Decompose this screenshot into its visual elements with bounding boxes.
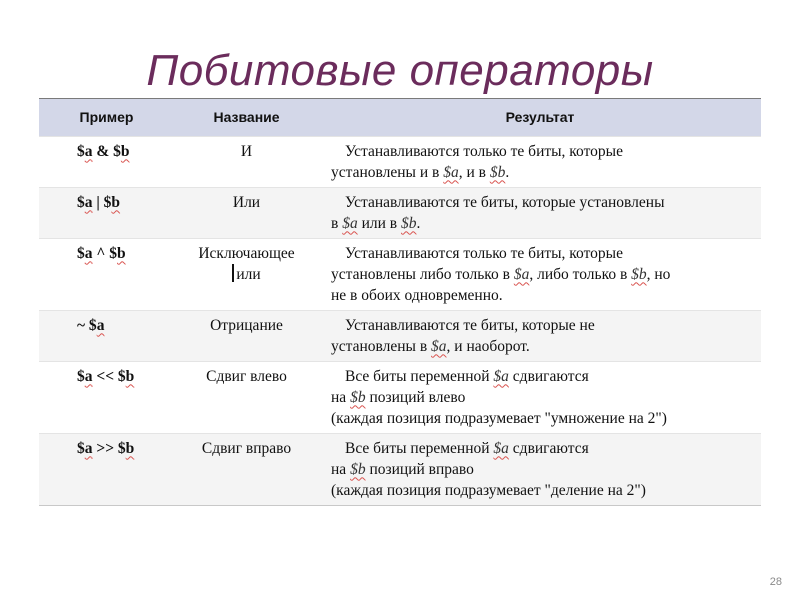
name-line: Исключающее <box>198 244 295 262</box>
name-line: или <box>236 265 261 283</box>
name-cell: Сдвиг влево <box>174 361 319 433</box>
name-cell <box>174 238 319 310</box>
result-cell <box>319 310 761 361</box>
result-line: Устанавливаются только те биты, которые <box>345 142 623 160</box>
result-line: на $b позиций влево <box>331 388 466 406</box>
result-cell <box>319 136 761 187</box>
result-line: в $a или в $b. <box>331 214 421 232</box>
result-line: установлены либо только в $a, либо только в $b, но <box>331 265 671 283</box>
name-cell: И <box>174 136 319 187</box>
name-line-with-cursor <box>180 264 313 285</box>
result-line: установлены и в $a, и в $b. <box>331 163 510 181</box>
result-cell <box>319 361 761 433</box>
name-cell: Отрицание <box>174 310 319 361</box>
example-cell: ~ $a <box>39 310 174 361</box>
result-line: Все биты переменной $a сдвигаются <box>345 367 589 385</box>
result-line: установлены в $a, и наоборот. <box>331 337 530 355</box>
example-cell: $a & $b <box>39 136 174 187</box>
result-line: Устанавливаются только те биты, которые <box>345 244 623 262</box>
table-row <box>39 433 761 505</box>
result-line: Все биты переменной $a сдвигаются <box>345 439 589 457</box>
column-header-name: Название <box>213 109 280 126</box>
example-cell: $a << $b <box>39 361 174 433</box>
table-row <box>39 361 761 433</box>
result-line: (каждая позиция подразумевает "деление на 2") <box>331 481 646 499</box>
slide-title: Побитовые операторы <box>146 46 654 95</box>
example-cell: $a | $b <box>39 187 174 238</box>
result-line: на $b позиций вправо <box>331 460 474 478</box>
name-cell: Или <box>174 187 319 238</box>
result-cell <box>319 238 761 310</box>
example-cell: $a >> $b <box>39 433 174 505</box>
example-cell: $a ^ $b <box>39 238 174 310</box>
text-cursor <box>232 264 234 282</box>
table-row <box>39 238 761 310</box>
table-row <box>39 310 761 361</box>
result-cell <box>319 433 761 505</box>
table-row <box>39 136 761 187</box>
result-line: не в обоих одновременно. <box>331 286 503 304</box>
result-line: Устанавливаются те биты, которые не <box>345 316 595 334</box>
result-cell <box>319 187 761 238</box>
name-cell: Сдвиг вправо <box>174 433 319 505</box>
page-number: 28 <box>769 576 782 588</box>
result-line: Устанавливаются те биты, которые установлены <box>345 193 665 211</box>
column-header-result: Результат <box>505 109 575 126</box>
operators-table <box>39 98 761 506</box>
column-header-example: Пример <box>79 109 134 126</box>
table-header-row <box>39 99 761 136</box>
table-row <box>39 187 761 238</box>
result-line: (каждая позиция подразумевает "умножение на 2") <box>331 409 667 427</box>
operators-table-grid <box>39 99 761 505</box>
